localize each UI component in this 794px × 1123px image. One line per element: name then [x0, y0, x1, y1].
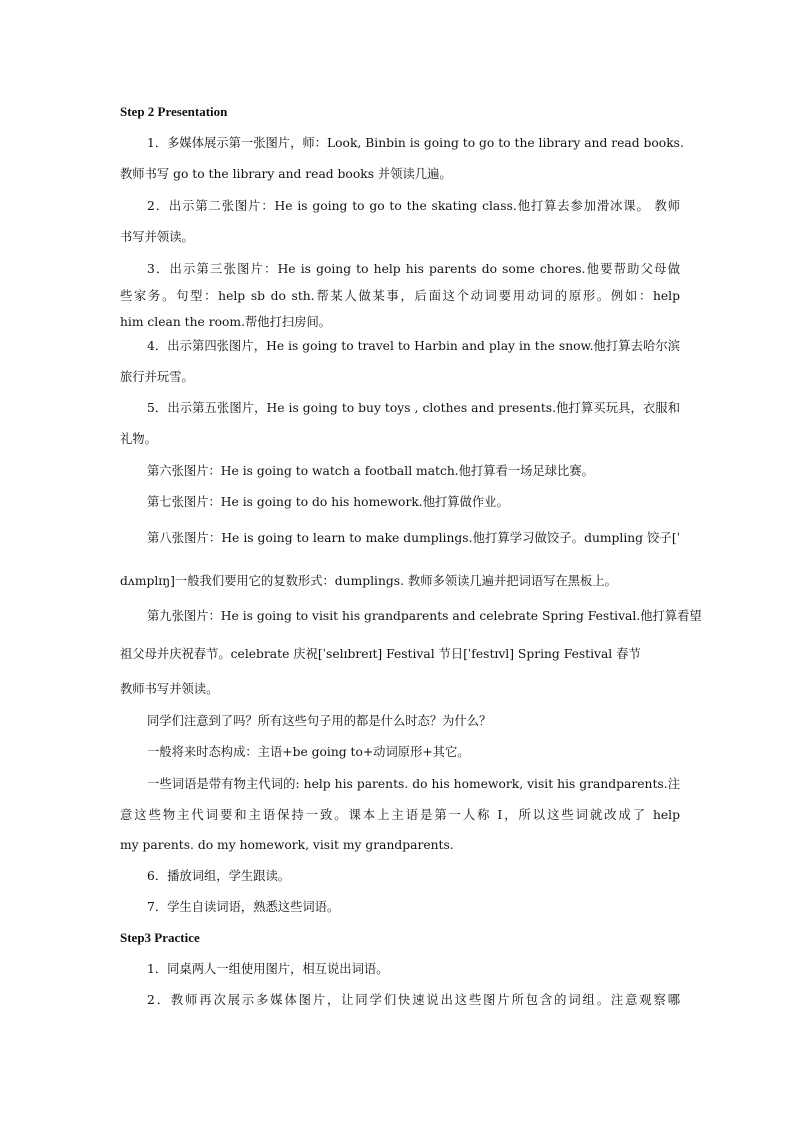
paragraph-line: him clean the room.帮他打扫房间。	[120, 315, 332, 329]
paragraph-line: 2．教师再次展示多媒体图片，让同学们快速说出这些图片所包含的词组。注意观察哪	[147, 993, 680, 1007]
paragraph-line: 意这些物主代词要和主语保持一致。课本上主语是第一人称 I，所以这些词就改成了 help	[120, 808, 680, 822]
paragraph-line: 4．出示第四张图片，He is going to travel to Harbin and play in the snow.他打算去哈尔滨	[147, 339, 680, 353]
paragraph-line: 些家务。句型：help sb do sth.帮某人做某事，后面这个动词要用动词的原形。例如：help	[120, 289, 680, 303]
paragraph-line: 1．多媒体展示第一张图片，师：Look, Binbin is going to go to the library and read books.	[147, 136, 684, 150]
paragraph-line: 2．出示第二张图片：He is going to go to the skating class.他打算去参加滑冰课。 教师	[147, 199, 680, 213]
paragraph-line: 一般将来时态构成：主语+be going to+动词原形+其它。	[147, 745, 470, 759]
paragraph-line: 旅行并玩雪。	[120, 370, 194, 384]
section-heading-step2: Step 2 Presentation	[120, 104, 228, 119]
paragraph-line: 第六张图片：He is going to watch a football match.他打算看一场足球比赛。	[147, 464, 594, 478]
paragraph-line: 3．出示第三张图片：He is going to help his parents do some chores.他要帮助父母做	[147, 262, 680, 276]
paragraph-line: dʌmplɪŋ]一般我们要用它的复数形式：dumplings. 教师多领读几遍并把词语写在黑板上。	[120, 574, 617, 588]
paragraph-line: 教师书写 go to the library and read books 并领读几遍。	[120, 167, 452, 181]
paragraph-line: 礼物。	[120, 432, 157, 446]
paragraph-line: 教师书写并领读。	[120, 682, 219, 696]
section-heading-step3: Step3 Practice	[120, 930, 200, 945]
paragraph-line: 5．出示第五张图片，He is going to buy toys , clothes and presents.他打算买玩具，衣服和	[147, 401, 680, 415]
paragraph-line: 书写并领读。	[120, 230, 194, 244]
paragraph-line: 一些词语是带有物主代词的: help his parents. do his homework, visit his grandparents.注	[147, 777, 680, 791]
paragraph-line: 第九张图片：He is going to visit his grandparents and celebrate Spring Festival.他打算看望	[147, 609, 702, 623]
paragraph-line: my parents. do my homework, visit my grandparents.	[120, 838, 454, 852]
paragraph-line: 祖父母并庆祝春节。celebrate 庆祝[ˈselɪbreɪt] Festival 节日[ˈfestɪvl] Spring Festival 春节	[120, 647, 641, 661]
paragraph-line: 7．学生自读词语，熟悉这些词语。	[147, 900, 340, 914]
paragraph-line: 1．同桌两人一组使用图片，相互说出词语。	[147, 962, 389, 976]
paragraph-line: 第七张图片：He is going to do his homework.他打算做作业。	[147, 495, 509, 509]
paragraph-line: 同学们注意到了吗？所有这些句子用的都是什么时态？为什么？	[147, 714, 492, 728]
paragraph-line: 6．播放词组，学生跟读。	[147, 869, 291, 883]
paragraph-line: 第八张图片：He is going to learn to make dumplings.他打算学习做饺子。dumpling 饺子[ˈ	[147, 531, 680, 545]
